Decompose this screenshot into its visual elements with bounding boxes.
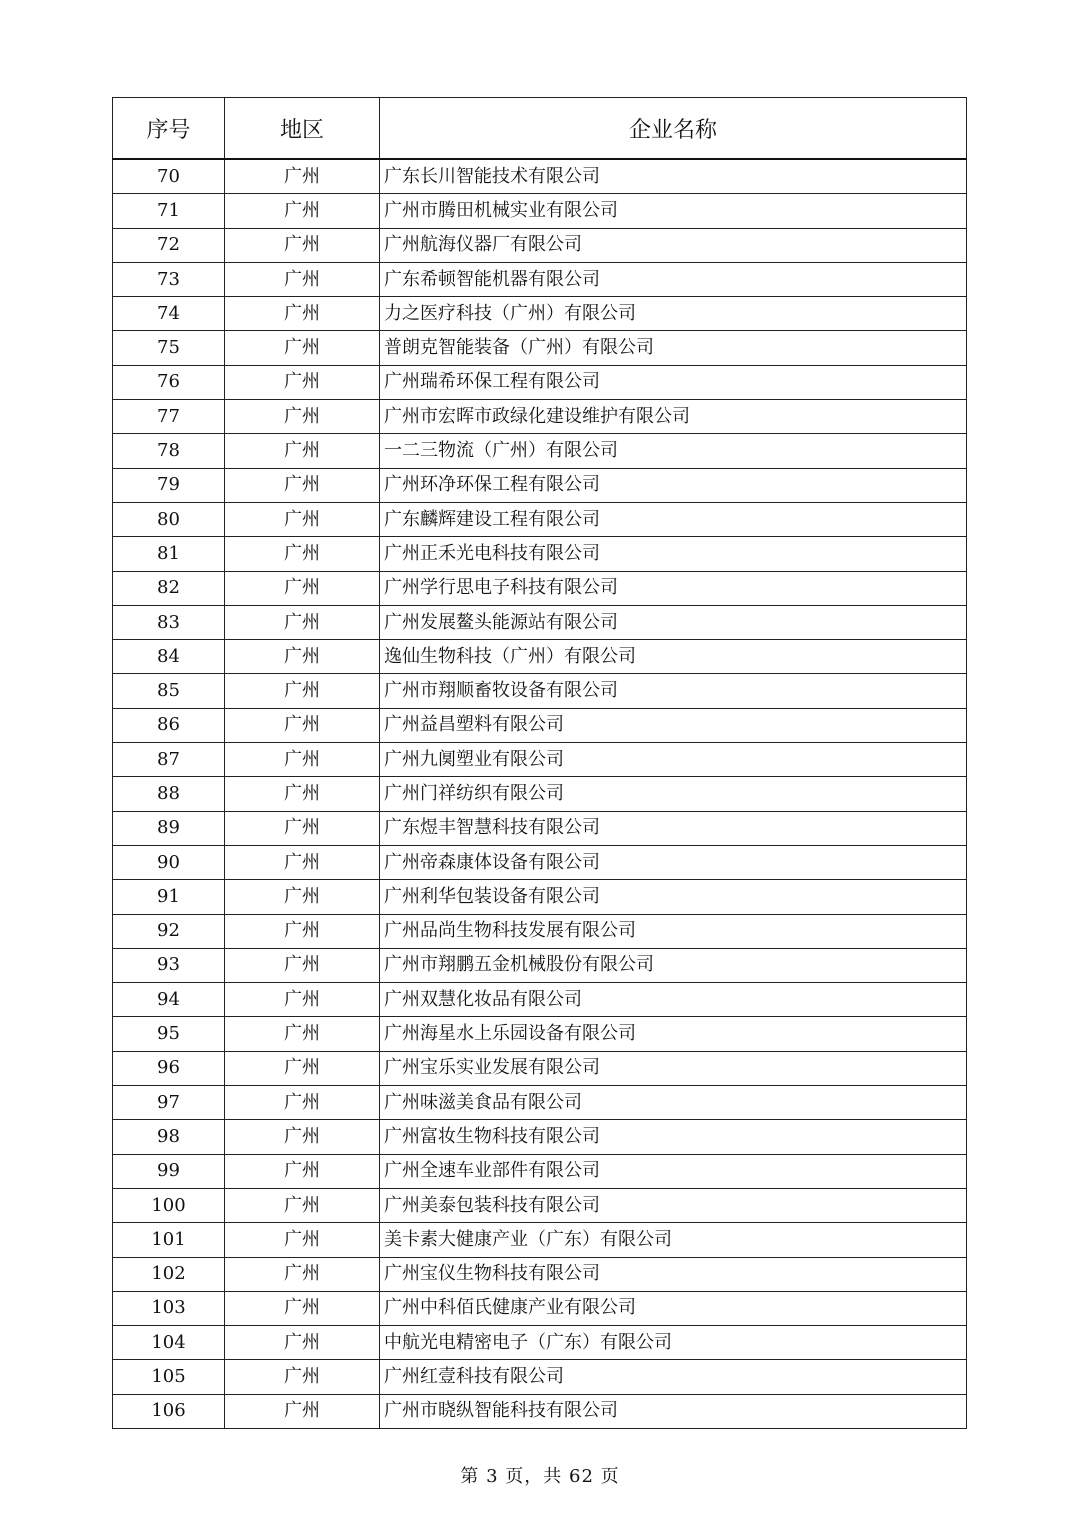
cell-serial-number: 76 [113, 365, 225, 399]
cell-enterprise-name: 广州市翔顺畜牧设备有限公司 [380, 674, 967, 708]
table-row [113, 811, 967, 845]
cell-serial-number: 105 [113, 1360, 225, 1394]
cell-serial-number: 80 [113, 502, 225, 536]
cell-serial-number: 89 [113, 811, 225, 845]
cell-region: 广州 [225, 948, 380, 982]
cell-enterprise-name: 广州学行思电子科技有限公司 [380, 571, 967, 605]
cell-region: 广州 [225, 640, 380, 674]
cell-region: 广州 [225, 1154, 380, 1188]
cell-enterprise-name: 广州市腾田机械实业有限公司 [380, 194, 967, 228]
cell-enterprise-name: 一二三物流（广州）有限公司 [380, 434, 967, 468]
cell-region: 广州 [225, 297, 380, 331]
cell-serial-number: 78 [113, 434, 225, 468]
cell-serial-number: 90 [113, 845, 225, 879]
table-row [113, 1326, 967, 1360]
cell-serial-number: 74 [113, 297, 225, 331]
table-row [113, 468, 967, 502]
cell-serial-number: 93 [113, 948, 225, 982]
table-row [113, 983, 967, 1017]
cell-enterprise-name: 广州市翔鹏五金机械股份有限公司 [380, 948, 967, 982]
cell-enterprise-name: 广州宝乐实业发展有限公司 [380, 1051, 967, 1085]
cell-region: 广州 [225, 502, 380, 536]
cell-serial-number: 94 [113, 983, 225, 1017]
table-row [113, 1223, 967, 1257]
table-row [113, 674, 967, 708]
table-row [113, 194, 967, 228]
cell-serial-number: 86 [113, 708, 225, 742]
cell-serial-number: 97 [113, 1086, 225, 1120]
cell-enterprise-name: 逸仙生物科技（广州）有限公司 [380, 640, 967, 674]
cell-region: 广州 [225, 331, 380, 365]
cell-enterprise-name: 广东煜丰智慧科技有限公司 [380, 811, 967, 845]
header-region: 地区 [225, 98, 380, 160]
cell-serial-number: 79 [113, 468, 225, 502]
cell-enterprise-name: 广州味滋美食品有限公司 [380, 1086, 967, 1120]
cell-serial-number: 103 [113, 1291, 225, 1325]
table-row [113, 502, 967, 536]
cell-region: 广州 [225, 537, 380, 571]
cell-region: 广州 [225, 1188, 380, 1222]
cell-enterprise-name: 广州全速车业部件有限公司 [380, 1154, 967, 1188]
cell-serial-number: 101 [113, 1223, 225, 1257]
cell-region: 广州 [225, 880, 380, 914]
cell-region: 广州 [225, 983, 380, 1017]
table-row [113, 297, 967, 331]
header-enterprise-name: 企业名称 [380, 98, 967, 160]
cell-region: 广州 [225, 434, 380, 468]
table-row [113, 571, 967, 605]
cell-region: 广州 [225, 1326, 380, 1360]
cell-enterprise-name: 广州航海仪器厂有限公司 [380, 228, 967, 262]
cell-serial-number: 84 [113, 640, 225, 674]
table-row [113, 262, 967, 296]
table-row [113, 914, 967, 948]
cell-region: 广州 [225, 1394, 380, 1428]
table-row [113, 880, 967, 914]
cell-serial-number: 85 [113, 674, 225, 708]
table-row [113, 1017, 967, 1051]
cell-serial-number: 77 [113, 400, 225, 434]
cell-enterprise-name: 广州帝森康体设备有限公司 [380, 845, 967, 879]
cell-region: 广州 [225, 605, 380, 639]
table-row [113, 1051, 967, 1085]
table-row [113, 537, 967, 571]
cell-region: 广州 [225, 159, 380, 194]
cell-serial-number: 99 [113, 1154, 225, 1188]
table-row [113, 1154, 967, 1188]
table-row [113, 331, 967, 365]
table-row [113, 1086, 967, 1120]
cell-region: 广州 [225, 1051, 380, 1085]
cell-region: 广州 [225, 1120, 380, 1154]
cell-serial-number: 75 [113, 331, 225, 365]
table-row [113, 640, 967, 674]
table-row [113, 365, 967, 399]
table-row [113, 743, 967, 777]
cell-enterprise-name: 广州品尚生物科技发展有限公司 [380, 914, 967, 948]
cell-enterprise-name: 广东长川智能技术有限公司 [380, 159, 967, 194]
cell-region: 广州 [225, 811, 380, 845]
cell-region: 广州 [225, 1086, 380, 1120]
cell-enterprise-name: 广州益昌塑料有限公司 [380, 708, 967, 742]
cell-serial-number: 104 [113, 1326, 225, 1360]
table-row [113, 1360, 967, 1394]
cell-serial-number: 72 [113, 228, 225, 262]
cell-enterprise-name: 广州正禾光电科技有限公司 [380, 537, 967, 571]
cell-enterprise-name: 广州富妆生物科技有限公司 [380, 1120, 967, 1154]
table-row [113, 1120, 967, 1154]
cell-serial-number: 91 [113, 880, 225, 914]
table-row [113, 1291, 967, 1325]
cell-region: 广州 [225, 194, 380, 228]
cell-serial-number: 92 [113, 914, 225, 948]
cell-serial-number: 70 [113, 159, 225, 194]
cell-serial-number: 83 [113, 605, 225, 639]
table-row [113, 708, 967, 742]
cell-region: 广州 [225, 708, 380, 742]
cell-enterprise-name: 广州双慧化妆品有限公司 [380, 983, 967, 1017]
cell-serial-number: 82 [113, 571, 225, 605]
cell-serial-number: 98 [113, 1120, 225, 1154]
cell-region: 广州 [225, 262, 380, 296]
table-header-row [113, 98, 967, 160]
page-number: 第 3 页，共 62 页 [460, 1466, 620, 1487]
enterprise-table [112, 97, 967, 1429]
cell-region: 广州 [225, 1291, 380, 1325]
cell-region: 广州 [225, 845, 380, 879]
cell-region: 广州 [225, 1360, 380, 1394]
cell-enterprise-name: 广东麟辉建设工程有限公司 [380, 502, 967, 536]
cell-enterprise-name: 广州瑞希环保工程有限公司 [380, 365, 967, 399]
cell-enterprise-name: 广东希顿智能机器有限公司 [380, 262, 967, 296]
cell-serial-number: 102 [113, 1257, 225, 1291]
cell-region: 广州 [225, 1223, 380, 1257]
cell-enterprise-name: 广州九阒塑业有限公司 [380, 743, 967, 777]
cell-serial-number: 81 [113, 537, 225, 571]
table-row [113, 605, 967, 639]
cell-region: 广州 [225, 914, 380, 948]
cell-enterprise-name: 广州红壹科技有限公司 [380, 1360, 967, 1394]
table-row [113, 434, 967, 468]
table-row [113, 159, 967, 194]
cell-serial-number: 95 [113, 1017, 225, 1051]
table-row [113, 228, 967, 262]
cell-enterprise-name: 普朗克智能装备（广州）有限公司 [380, 331, 967, 365]
cell-enterprise-name: 广州环净环保工程有限公司 [380, 468, 967, 502]
cell-enterprise-name: 广州中科佰氏健康产业有限公司 [380, 1291, 967, 1325]
cell-serial-number: 87 [113, 743, 225, 777]
cell-region: 广州 [225, 400, 380, 434]
cell-enterprise-name: 广州利华包装设备有限公司 [380, 880, 967, 914]
cell-serial-number: 96 [113, 1051, 225, 1085]
cell-enterprise-name: 广州美泰包装科技有限公司 [380, 1188, 967, 1222]
cell-enterprise-name: 广州宝仪生物科技有限公司 [380, 1257, 967, 1291]
cell-enterprise-name: 广州门祥纺织有限公司 [380, 777, 967, 811]
table-row [113, 777, 967, 811]
table-row [113, 1394, 967, 1428]
cell-region: 广州 [225, 468, 380, 502]
table-row [113, 1188, 967, 1222]
cell-enterprise-name: 广州市宏晖市政绿化建设维护有限公司 [380, 400, 967, 434]
cell-enterprise-name: 力之医疗科技（广州）有限公司 [380, 297, 967, 331]
cell-serial-number: 71 [113, 194, 225, 228]
cell-enterprise-name: 广州市晓纵智能科技有限公司 [380, 1394, 967, 1428]
cell-serial-number: 88 [113, 777, 225, 811]
cell-serial-number: 73 [113, 262, 225, 296]
cell-region: 广州 [225, 674, 380, 708]
cell-serial-number: 100 [113, 1188, 225, 1222]
cell-region: 广州 [225, 743, 380, 777]
cell-enterprise-name: 广州海星水上乐园设备有限公司 [380, 1017, 967, 1051]
table-row [113, 845, 967, 879]
table-row [113, 1257, 967, 1291]
cell-serial-number: 106 [113, 1394, 225, 1428]
table-row [113, 948, 967, 982]
table-row [113, 400, 967, 434]
cell-region: 广州 [225, 228, 380, 262]
table-body [113, 159, 967, 1428]
cell-region: 广州 [225, 365, 380, 399]
cell-region: 广州 [225, 571, 380, 605]
cell-region: 广州 [225, 777, 380, 811]
cell-region: 广州 [225, 1257, 380, 1291]
header-serial-number: 序号 [113, 98, 225, 160]
cell-enterprise-name: 广州发展鳌头能源站有限公司 [380, 605, 967, 639]
cell-enterprise-name: 美卡素大健康产业（广东）有限公司 [380, 1223, 967, 1257]
cell-region: 广州 [225, 1017, 380, 1051]
cell-enterprise-name: 中航光电精密电子（广东）有限公司 [380, 1326, 967, 1360]
